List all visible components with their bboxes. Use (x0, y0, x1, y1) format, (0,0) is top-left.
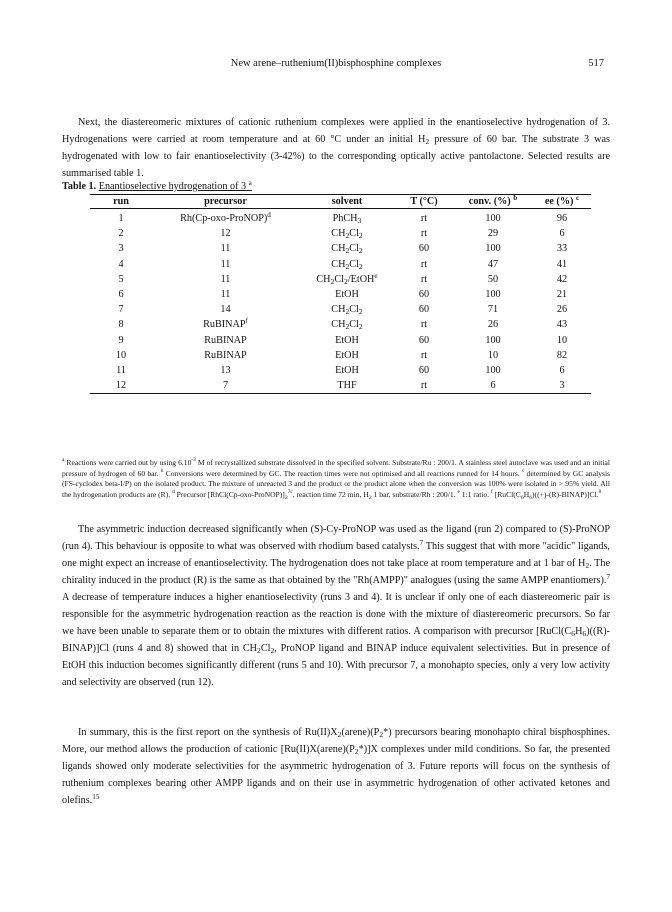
table-row (90, 226, 591, 241)
cell-precursor: RuBINAP$^f$ (203, 317, 248, 331)
cell-ee: 33 (556, 243, 568, 255)
table-footnotes: $^a$ Reactions were carried out by using $6.10^{-3}$ M of recrystallized substrate dissolved in the specified solvent. Substrate/Ru : 200/1. A stainless steel autoclave was used and an initial pressure of hydrogen of 60 bar. $^b$ Conversions were determined by GC. The reaction times were not optimised and all reactions runned for 14 hours. $^c$ determined by GC analysis (FS-cyclodex beta-I/P) on the isolated product. The mixture of unreacted 3 and the product or the product alone when the conversion was 100% were isolated in > 95% yield. All the hydrogenation products are (R). $^d$ Precursor $[RhCl(Cp-oxo-ProNOP)]_2^{7c}$, reaction time 72 min, $H_2$ 1 bar, substrate/Rh : 200/1. $^e$ 1:1 ratio. $^f$ $[RuCl(C_6H_6)((+)-(R)-BINAP)]Cl.^8$ (62, 457, 611, 501)
cell-conversion: 29 (487, 228, 499, 240)
cell-run: 4 (118, 258, 124, 270)
header-precursor: precursor (152, 195, 299, 209)
cell-ee: 26 (556, 304, 568, 316)
cell-solvent: THF (299, 378, 395, 394)
table-row (90, 317, 591, 332)
table-row (90, 333, 591, 348)
cell-run: 3 (118, 243, 124, 255)
cell-run: 5 (118, 273, 124, 285)
table-row (90, 241, 591, 256)
table-row (90, 272, 591, 287)
cell-solvent: $CH_2Cl_2$ (331, 243, 363, 256)
cell-ee: 42 (556, 273, 568, 285)
cell-conversion: 50 (487, 273, 499, 285)
cell-precursor: 13 (220, 364, 231, 376)
cell-solvent: $CH_2Cl_2$ (331, 304, 363, 317)
cell-temperature: 60 (418, 304, 430, 316)
header-solvent: solvent (299, 195, 395, 209)
cell-conversion: 6 (453, 378, 533, 394)
cell-solvent: $CH_2Cl_2/EtOH^e$ (316, 271, 378, 286)
cell-temperature: rt (395, 378, 453, 394)
cell-ee: 3 (533, 378, 591, 394)
cell-ee: 82 (556, 349, 568, 361)
cell-solvent: EtOH (335, 349, 359, 361)
table-label: Table 1. (62, 181, 97, 192)
header-conversion: conv. (%) $^b$ (453, 195, 533, 209)
page-number: 517 (588, 58, 604, 69)
table-row (90, 287, 591, 302)
cell-run: 6 (118, 289, 124, 301)
table-body (90, 209, 591, 394)
paragraph-discussion: The asymmetric induction decreased significantly when (S)-Cy-ProNOP was used as the ligand (run 2) compared to (S)-ProNOP (run 4). This behaviour is opposite to what was observed with rhodium based catalysts.$^7$ This suggest that with more "acidic" ligands, one might expect an increase of enantioselectivity. The hydrogenation does not take place at room temperature and at 1 bar of $H_2$. The chirality induced in the product (R) is the same as that obtained by the "Rh(AMPP)" analogues (using the same AMPP enantiomers).$^7$ A decrease of temperature induces a higher enantioselectivity (runs 3 and 4). It is unclear if only one of each diastereomeric pair is responsible for the asymmetric hydrogenation reaction as the reaction is done with the mixture of diastereomeric precursors. So far we have been unable to separate them or to obtain the mixtures with different ratios. A comparison with precursor $[RuCl(C_6H_6)((R)-BINAP)]Cl$ (runs 4 and 8) showed that in $CH_2Cl_2$, ProNOP ligand and BINAP induce equivalent selectivities. But in presence of EtOH this induction becomes significantly different (runs 5 and 10). With precursor 7, a monohapto species, only a very low activity and selectivity are observed (run 12). (62, 524, 611, 689)
cell-ee: 96 (556, 213, 568, 225)
cell-ee: 6 (559, 228, 565, 240)
running-title: New arene–ruthenium(II)bisphosphine complexes (230, 58, 442, 69)
cell-temperature: 60 (418, 243, 430, 255)
cell-temperature: 60 (418, 364, 430, 376)
cell-conversion: 10 (487, 349, 499, 361)
cell-run: 12 (90, 378, 152, 394)
cell-temperature: rt (420, 273, 428, 285)
cell-run: 9 (118, 334, 124, 346)
table-row (90, 348, 591, 363)
cell-conversion: 100 (485, 289, 501, 301)
cell-ee: 21 (556, 289, 568, 301)
cell-run: 11 (116, 364, 126, 376)
cell-solvent: $CH_2Cl_2$ (331, 319, 363, 332)
cell-temperature: 60 (418, 334, 430, 346)
table-header-row (90, 195, 591, 209)
cell-solvent: $CH_2Cl_2$ (331, 228, 363, 241)
cell-ee: 10 (556, 334, 568, 346)
cell-conversion: 26 (487, 319, 499, 331)
cell-ee: 41 (556, 258, 568, 270)
cell-temperature: rt (420, 258, 428, 270)
cell-precursor: 11 (220, 273, 231, 285)
table-title: Enantioselective hydrogenation of 3 $^a$ (98, 179, 252, 192)
results-table (90, 194, 591, 394)
header-temperature: T (°C) (395, 195, 453, 209)
cell-solvent: EtOH (335, 289, 359, 301)
cell-run: 7 (118, 304, 124, 316)
cell-temperature: 60 (418, 289, 430, 301)
cell-conversion: 100 (485, 334, 501, 346)
cell-precursor: 11 (220, 258, 231, 270)
table-row (90, 257, 591, 272)
cell-solvent: EtOH (335, 334, 359, 346)
cell-temperature: rt (420, 228, 428, 240)
cell-precursor: 14 (220, 304, 231, 316)
cell-precursor: Rh(Cp-oxo-ProNOP)$^d$ (180, 211, 271, 225)
cell-run: 1 (118, 213, 124, 225)
cell-precursor: 11 (220, 243, 231, 255)
paragraph-summary: In summary, this is the first report on the synthesis of $Ru(II)X_2(arene)(P_2*)$ precursors bearing monohapto chiral bisphosphines. More, our method allows the production of cationic $[Ru(II)X(arene)(P_2*)]X$ complexes under mild conditions. So far, the presented ligands showed only moderate selectivities for the asymmetric hydrogenation of 3. Future reports will focus on the synthesis of ruthenium complexes bearing other AMPP ligands and on their use in asymmetric hydrogenation of other activated ketones and olefins.$^{15}$ (62, 727, 610, 807)
cell-temperature: rt (420, 319, 428, 331)
table-row (90, 378, 591, 394)
header-run: run (90, 195, 152, 209)
cell-precursor: 7 (152, 378, 299, 394)
cell-precursor: RuBINAP (204, 349, 247, 361)
cell-solvent: PhCH$_3$ (332, 213, 362, 226)
cell-ee: 6 (559, 364, 565, 376)
cell-precursor: 11 (220, 289, 231, 301)
cell-conversion: 71 (487, 304, 499, 316)
paragraph-intro: Next, the diastereomeric mixtures of cationic ruthenium complexes were applied in the enantioselective hydrogenation of 3. Hydrogenations were carried at room temperature and at 60 °C under an initial $H_2$ pressure of 60 bar. The substrate 3 was hydrogenated with low to fair enantioselectivity (3-42%) to the corresponding optically active pantolactone. Selected results are summarised table 1. (62, 117, 610, 180)
cell-run: 10 (115, 349, 127, 361)
table-row (90, 363, 591, 378)
table-caption (62, 181, 252, 192)
cell-conversion: 100 (485, 364, 501, 376)
cell-precursor: RuBINAP (204, 334, 247, 346)
cell-solvent: EtOH (335, 364, 359, 376)
cell-solvent: $CH_2Cl_2$ (331, 258, 363, 271)
cell-ee: 43 (556, 319, 568, 331)
table-row (90, 209, 591, 227)
cell-run: 2 (118, 228, 124, 240)
cell-conversion: 100 (485, 243, 501, 255)
cell-conversion: 47 (487, 258, 499, 270)
cell-temperature: rt (420, 349, 428, 361)
table-row (90, 302, 591, 317)
cell-run: 8 (118, 319, 124, 331)
cell-conversion: 100 (485, 213, 501, 225)
header-ee: ee (%) $^c$ (533, 195, 591, 209)
cell-temperature: rt (420, 213, 428, 225)
cell-precursor: 12 (220, 228, 231, 240)
